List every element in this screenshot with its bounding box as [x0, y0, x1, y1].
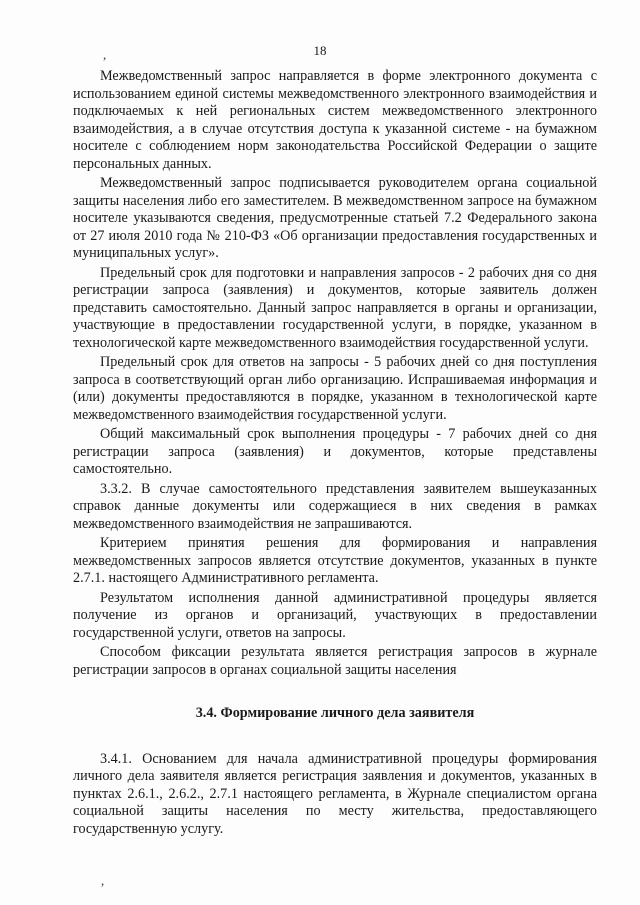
paragraph: Общий максимальный срок выполнения процедуры - 7 рабочих дней со дня регистрации запроса (заявления) и документов, которые представлены самостоятельно. — [73, 426, 597, 477]
scan-mark: , — [101, 873, 105, 888]
paragraph: Критерием принятия решения для формирования и направления межведомственных запросов является отсутствие документов, указанных в пункте 2.7.1. настоящего Административного регламента. — [73, 535, 597, 586]
paragraph: Способом фиксации результата является регистрация запросов в журнале регистрации запросов в органах социальной защиты населения — [73, 644, 597, 678]
scan-mark: , — [103, 47, 107, 62]
paragraph: Предельный срок для ответов на запросы - 5 рабочих дней со дня поступления запроса в соответствующий орган либо организацию. Испрашиваемая информация и (или) документы предоставляются в порядке, указанном в технологической карте межведомственного взаимодействия государственной услуги. — [73, 354, 597, 423]
section-heading: 3.4. Формирование личного дела заявителя — [195, 705, 475, 721]
paragraph: 3.4.1. Основанием для начала административной процедуры формирования личного дела заявителя является регистрация заявления и документов, указанных в пунктах 2.6.1., 2.6.2., 2.7.1 настоящего регламента, в Журнале специалистом органа социальной защиты населения по месту жительства, предоставляющего государственную услугу. — [73, 750, 597, 837]
paragraph: Межведомственный запрос направляется в форме электронного документа с использованием единой системы межведомственного электронного взаимодействия и подключаемых к ней региональных систем межведомственного электронного взаимодействия, а в случае отсутствия доступа к указанной системе - на бумажном носителе с соблюдением норм законодательства Российской Федерации о защите персональных данных. — [73, 68, 597, 172]
paragraph: Результатом исполнения данной административной процедуры является получение из органов и организаций, участвующих в предоставлении государственной услуги, ответов на запросы. — [73, 589, 597, 641]
paragraph: Предельный срок для подготовки и направления запросов - 2 рабочих дня со дня регистрации запроса (заявления) и документов, которые заявитель должен представить самостоятельно. Данный запрос направляется в органы и организации, участвующие в предоставлении государственной услуги, в порядке, указанном в технологической карте межведомственного взаимодействия государственной услуги. — [73, 264, 597, 351]
page-number: 18 — [313, 43, 327, 58]
paragraph: 3.3.2. В случае самостоятельного представления заявителем вышеуказанных справок данные документы или содержащиеся в них сведения в рамках межведомственного взаимодействия не запрашиваются. — [73, 480, 597, 532]
paragraph: Межведомственный запрос подписывается руководителем органа социальной защиты населения либо его заместителем. В межведомственном запросе на бумажном носителе указываются сведения, предусмотренные статьей 7.2 Федерального закона от 27 июля 2010 года № 210-ФЗ «Об организации предоставления государственных и муниципальных услуг». — [73, 175, 597, 261]
document-body — [73, 68, 597, 838]
